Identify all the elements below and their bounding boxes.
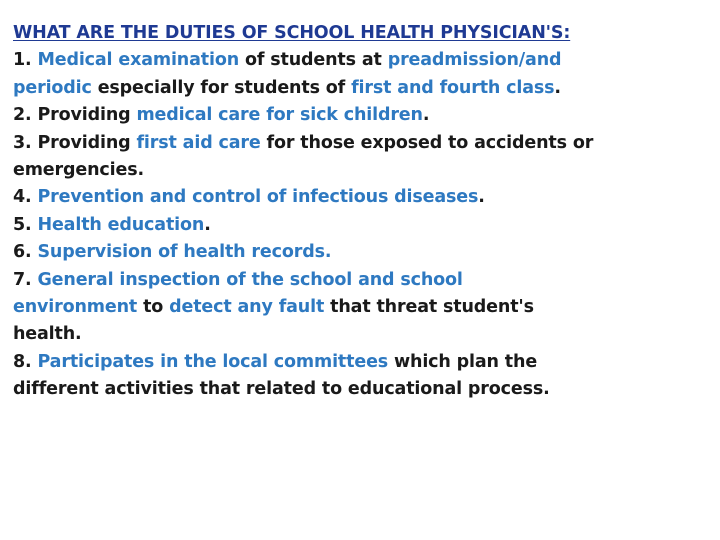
plain-text: 6. [13,242,38,263]
plain-text: . [478,187,485,208]
highlighted-text: detect any fault [169,297,325,318]
plain-text: emergencies. [13,160,144,181]
plain-text: 5. [13,214,38,235]
text-line [13,294,713,321]
plain-text: . [554,77,561,98]
plain-text: which plan the [388,351,538,372]
text-line [13,47,713,74]
text-line [13,349,713,376]
highlighted-text: first aid care [136,132,261,153]
duties-list [13,47,713,403]
highlighted-text: Supervision of health records. [37,242,332,263]
text-line [13,212,713,239]
text-line [13,157,713,184]
plain-text: . [204,214,211,235]
text-line [13,321,713,348]
plain-text: to [137,297,170,318]
highlighted-text: Medical examination [37,50,240,71]
highlighted-text: medical care for sick children [136,105,423,126]
highlighted-text: first and fourth class [351,77,555,98]
plain-text: 7. [13,269,38,290]
plain-text: for those exposed to accidents or [260,132,594,153]
highlighted-text: Health education [37,214,205,235]
text-line [13,239,713,266]
highlighted-text: General inspection of the school and school [37,269,463,290]
plain-text: . [422,105,430,126]
highlighted-text: preadmission/and [387,50,562,71]
plain-text: 2. Providing [13,105,137,126]
plain-text: 4. [13,187,38,208]
text-line [13,184,713,211]
highlighted-text: Participates in the local committees [37,351,389,372]
text-line [13,376,713,403]
highlighted-text: periodic [13,77,92,98]
text-line [13,75,713,102]
plain-text: 1. [13,50,38,71]
text-line [13,267,713,294]
plain-text: 3. Providing [13,132,137,153]
text-line [13,130,713,157]
plain-text: health. [13,324,82,345]
highlighted-text: environment [13,297,138,318]
plain-text: especially for students of [91,77,352,98]
plain-text: 8. [13,351,38,372]
highlighted-text: Prevention and control of infectious diseases [37,187,479,208]
slide-title: WHAT ARE THE DUTIES OF SCHOOL HEALTH PHYSICIAN'S: [13,23,571,43]
plain-text: that threat student's [324,297,534,318]
slide-body [13,20,713,404]
plain-text: different activities that related to educational process. [13,379,550,400]
plain-text: of students at [239,50,388,71]
text-line [13,102,713,129]
